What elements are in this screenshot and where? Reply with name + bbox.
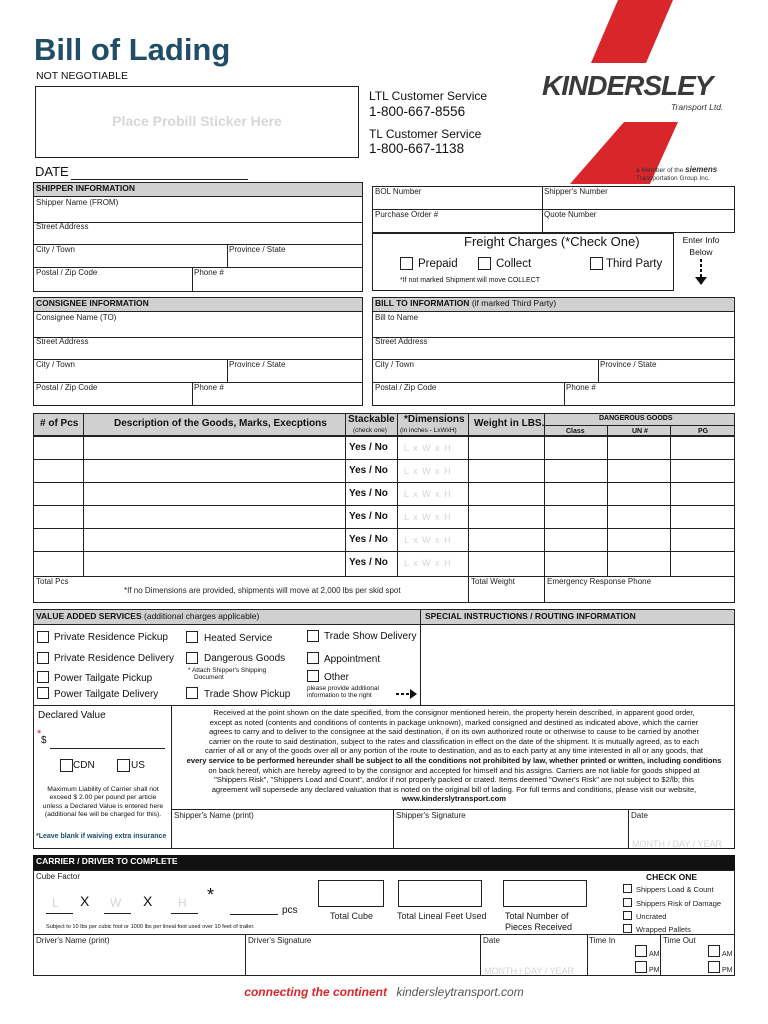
dimensions-note: *If no Dimensions are provided, shipments will move at 2,000 lbs per skid spot xyxy=(124,586,401,595)
member-prefix: a Member of the xyxy=(636,167,684,174)
dimensions-field-row6[interactable]: L x W x H xyxy=(404,558,452,568)
member-line xyxy=(636,165,717,183)
billto-name-field[interactable]: Bill to Name xyxy=(375,313,419,322)
declared-asterisk: * xyxy=(37,728,42,740)
time-out-am-label: AM xyxy=(722,951,733,958)
probill-sticker-area xyxy=(35,86,359,158)
cube-h-placeholder[interactable]: H xyxy=(178,896,187,910)
dangerous-goods-header: DANGEROUS GOODS xyxy=(599,415,673,422)
time-out-am-checkbox[interactable] xyxy=(708,945,720,957)
res-pickup-label: Private Residence Pickup xyxy=(54,632,168,643)
time-in-pm-label: PM xyxy=(649,967,660,974)
total-pieces-input[interactable] xyxy=(503,880,587,907)
cube-l-placeholder[interactable]: L xyxy=(52,896,59,910)
driver-signature-field[interactable]: Driver's Signature xyxy=(248,936,312,945)
cdn-label: CDN xyxy=(73,760,95,771)
total-pieces-label xyxy=(505,911,572,933)
dangerous-label: Dangerous Goods xyxy=(204,653,286,664)
total-pieces-line1: Total Number of xyxy=(505,911,569,921)
shipper-print-name-field[interactable]: Shipper's Name (print) xyxy=(174,811,254,820)
shipper-info-title: SHIPPER INFORMATION xyxy=(36,183,136,193)
shipper-city-field[interactable]: City / Town xyxy=(36,245,75,254)
total-pieces-line2: Pieces Received xyxy=(505,921,573,932)
risk-damage-label: Shippers Risk of Damage xyxy=(636,899,722,908)
liability-line4: (additional fee will be charged for this). xyxy=(44,811,162,819)
driver-name-field[interactable]: Driver's Name (print) xyxy=(36,936,110,945)
ltl-service-label: LTL Customer Service xyxy=(369,89,488,103)
tail-pickup-checkbox[interactable] xyxy=(37,671,49,683)
shipper-date-placeholder: MONTH / DAY / YEAR xyxy=(632,839,723,849)
un-col-header: UN # xyxy=(632,428,648,435)
services-title-text: VALUE ADDED SERVICES xyxy=(36,611,142,621)
stackable-col-header: Stackable xyxy=(348,414,395,425)
bol-number-field[interactable]: BOL Number xyxy=(375,187,422,196)
footer-tagline: connecting the continent xyxy=(244,985,387,999)
res-delivery-label: Private Residence Delivery xyxy=(54,653,175,664)
cube-x1: X xyxy=(80,893,90,909)
dimensions-col-header: *Dimensions xyxy=(404,414,465,425)
cube-star: * xyxy=(207,885,215,905)
total-lineal-label: Total Lineal Feet Used xyxy=(397,911,487,921)
weight-col-header: Weight in LBS. xyxy=(474,418,545,429)
enter-info-label xyxy=(678,235,724,259)
total-cube-label: Total Cube xyxy=(330,911,374,921)
tl-phone: 1-800-667-1138 xyxy=(369,141,465,156)
emergency-phone-field[interactable]: Emergency Response Phone xyxy=(547,577,652,586)
stackable-subheader: (check one) xyxy=(353,427,387,434)
footer xyxy=(0,985,768,999)
pcs-input[interactable] xyxy=(230,914,278,915)
time-in-am-label: AM xyxy=(649,951,660,958)
leave-blank-note: *Leave blank if waiving extra insurance xyxy=(36,833,167,840)
billto-info-title xyxy=(375,299,556,308)
collect-checkbox[interactable] xyxy=(478,257,491,270)
declared-value-label: Declared Value xyxy=(38,710,106,721)
dimensions-field-row4[interactable]: L x W x H xyxy=(404,512,452,522)
ts-pickup-checkbox[interactable] xyxy=(186,687,198,699)
siemens-logo: siemens xyxy=(685,165,718,174)
total-weight-field[interactable]: Total Weight xyxy=(471,577,515,586)
freight-note: *If not marked Shipment will move COLLECT xyxy=(400,277,541,284)
us-checkbox[interactable] xyxy=(117,759,130,772)
third-party-label: Third Party xyxy=(606,258,663,270)
terms-line1: Received at the point shown on the date specified, from the consignor mentioned herein, the property herein described, in apparent good order, xyxy=(213,708,695,717)
terms-website-link[interactable]: www.kinderslytransport.com xyxy=(402,794,506,804)
liability-line1: Maximum Liability of Carrier shall not xyxy=(47,786,159,793)
time-out-field[interactable]: Time Out xyxy=(663,936,696,945)
terms-line7: on back hereof, which are hereby agreed to by the consignor and accepted for himself and his assigns. Carriers are not liable for goods shipped at xyxy=(208,765,700,775)
res-delivery-checkbox[interactable] xyxy=(37,652,49,664)
probill-placeholder: Place Probill Sticker Here xyxy=(112,113,282,129)
time-in-pm-checkbox[interactable] xyxy=(635,961,647,973)
uncrated-checkbox[interactable] xyxy=(623,911,632,920)
other-label: Other xyxy=(324,672,350,683)
stackable-option-row2[interactable]: Yes / No xyxy=(349,465,388,476)
other-note-line2: information to the right xyxy=(307,692,372,700)
shipper-province-field[interactable]: Province / State xyxy=(229,245,286,254)
other-note-line1: please provide additional xyxy=(307,685,379,692)
dollar-sign: $ xyxy=(41,735,47,746)
dangerous-checkbox[interactable] xyxy=(186,652,198,664)
enter-info-text: Enter Info xyxy=(682,235,720,245)
res-pickup-checkbox[interactable] xyxy=(37,631,49,643)
terms-text xyxy=(178,708,730,804)
load-count-label: Shippers Load & Count xyxy=(636,885,714,894)
terms-line5: carrier of all or any of the goods over all or any portion of the route to destination, and as to each party at any time interested in all or any goods, that xyxy=(204,746,704,756)
billto-street-field[interactable]: Street Address xyxy=(375,337,428,346)
check-one-label: CHECK ONE xyxy=(646,872,698,882)
tail-pickup-label: Power Tailgate Pickup xyxy=(54,673,153,684)
dimensions-field-row2[interactable]: L x W x H xyxy=(404,466,452,476)
billto-city-field[interactable]: City / Town xyxy=(375,360,414,369)
ts-delivery-checkbox[interactable] xyxy=(307,630,319,642)
special-instructions-title: SPECIAL INSTRUCTIONS / ROUTING INFORMATION xyxy=(425,611,636,621)
terms-line3: agrees to carry and to deliver to the consignee at the said destination, if on its own authorized route or otherwise to cause to be carried by another xyxy=(208,727,700,737)
date-line[interactable] xyxy=(71,179,248,180)
heated-checkbox[interactable] xyxy=(186,631,198,643)
total-cube-input[interactable] xyxy=(318,880,384,907)
stackable-option-row3[interactable]: Yes / No xyxy=(349,488,388,499)
time-in-am-checkbox[interactable] xyxy=(635,945,647,957)
tail-delivery-checkbox[interactable] xyxy=(37,687,49,699)
dimensions-field-row3[interactable]: L x W x H xyxy=(404,489,452,499)
attach-note-line2: Document xyxy=(194,674,224,682)
weight-rule-note: Subject to 10 lbs per cubic foot or 1000 lbs per lineal foot used over 10 feet of trailer. xyxy=(46,924,255,930)
pcs-label: pcs xyxy=(282,905,298,916)
dimensions-field-row5[interactable]: L x W x H xyxy=(404,535,452,545)
consignee-info-title: CONSIGNEE INFORMATION xyxy=(36,298,149,308)
cube-x2: X xyxy=(143,893,153,909)
stackable-option-row6[interactable]: Yes / No xyxy=(349,557,388,568)
member-suffix: Transportation Group Inc. xyxy=(636,174,710,182)
ts-pickup-label: Trade Show Pickup xyxy=(204,689,291,700)
cdn-checkbox[interactable] xyxy=(60,759,73,772)
liability-line3: unless a Declared Value is entered here xyxy=(42,802,164,810)
other-note xyxy=(307,685,379,699)
terms-line8: "Shippers Risk", "Shippers Load and Count", and/or if not properly packed or crated. Items deemed "Owner's Risk" are not subject to $2/lb; this xyxy=(214,775,694,785)
total-pcs-field[interactable]: Total Pcs xyxy=(36,577,69,586)
brand-logo: KINDERSLEY xyxy=(542,70,713,101)
tail-delivery-label: Power Tailgate Delivery xyxy=(54,689,159,700)
ts-delivery-label: Trade Show Delivery xyxy=(324,631,417,642)
shipper-street-field[interactable]: Street Address xyxy=(36,222,89,231)
brand-stripe-top xyxy=(591,0,673,63)
consignee-city-field[interactable]: City / Town xyxy=(36,360,75,369)
arrow-right-icon xyxy=(396,688,418,700)
load-count-checkbox[interactable] xyxy=(623,884,632,893)
total-lineal-input[interactable] xyxy=(398,880,482,907)
time-out-pm-checkbox[interactable] xyxy=(708,961,720,973)
terms-line4: carrier on the route to said destination, subject to the rates and classification in effect on the date of the shipment. It is mutually agreed, as to each xyxy=(209,736,699,746)
collect-label: Collect xyxy=(496,258,532,270)
footer-site[interactable]: kindersleytransport.com xyxy=(396,985,524,999)
attach-note-line1: * Attach Shipper's Shipping xyxy=(188,667,267,674)
wrapped-pallets-label: Wrapped Pallets xyxy=(636,925,691,934)
pcs-col-header: # of Pcs xyxy=(40,418,79,429)
liability-line2: exceed $ 2.00 per pound per article xyxy=(49,794,157,802)
shipper-postal-field[interactable]: Postal / Zip Code xyxy=(36,268,98,277)
declared-value-box xyxy=(33,705,172,849)
purchase-order-field[interactable]: Purchase Order # xyxy=(375,210,439,219)
prepaid-label: Prepaid xyxy=(418,258,458,270)
terms-line2: except as noted (contents and conditions of contents in package unknown), marked consigned and destined as indicated above, which the carrier xyxy=(209,717,699,727)
billto-province-field[interactable]: Province / State xyxy=(600,360,657,369)
pg-col-header: PG xyxy=(698,428,709,435)
third-party-checkbox[interactable] xyxy=(590,257,603,270)
consignee-province-field[interactable]: Province / State xyxy=(229,360,286,369)
page-title: Bill of Lading xyxy=(34,32,231,67)
billto-title-note: (if marked Third Party) xyxy=(471,298,557,308)
shipper-signature-field[interactable]: Shipper's Signature xyxy=(396,811,466,820)
description-col-header: Description of the Goods, Marks, Execptions xyxy=(114,418,327,429)
services-title-note: (additional charges applicable) xyxy=(144,611,260,621)
billto-phone-field[interactable]: Phone # xyxy=(566,383,596,392)
ltl-phone: 1-800-667-8556 xyxy=(369,104,466,119)
stackable-option-row1[interactable]: Yes / No xyxy=(349,442,388,453)
consignee-name-field[interactable]: Consignee Name (TO) xyxy=(36,313,117,322)
wrapped-pallets-checkbox[interactable] xyxy=(623,924,632,933)
quote-number-field[interactable]: Quote Number xyxy=(544,210,597,219)
cube-factor-label: Cube Factor xyxy=(36,872,81,881)
us-label: US xyxy=(131,760,145,771)
tl-service-label: TL Customer Service xyxy=(369,127,482,141)
other-checkbox[interactable] xyxy=(307,670,319,682)
time-in-field[interactable]: Time In xyxy=(589,936,616,945)
appointment-label: Appointment xyxy=(324,654,381,665)
freight-charges-title: Freight Charges (*Check One) xyxy=(464,234,640,249)
carrier-date-placeholder: MONTH / DAY / YEAR xyxy=(484,966,575,976)
dimensions-subheader: (in inches - LxWxH) xyxy=(400,427,457,434)
consignee-phone-field[interactable]: Phone # xyxy=(194,383,224,392)
uncrated-label: Uncrated xyxy=(636,912,667,921)
class-col-header: Class xyxy=(566,428,585,435)
stackable-option-row5[interactable]: Yes / No xyxy=(349,534,388,545)
carrier-title: CARRIER / DRIVER TO COMPLETE xyxy=(36,856,178,866)
dimensions-field-row1[interactable]: L x W x H xyxy=(404,443,452,453)
risk-damage-checkbox[interactable] xyxy=(623,898,632,907)
not-negotiable-label: NOT NEGOTIABLE xyxy=(36,70,128,82)
consignee-street-field[interactable]: Street Address xyxy=(36,337,89,346)
arrow-down-icon xyxy=(694,259,708,287)
prepaid-checkbox[interactable] xyxy=(400,257,413,270)
liability-note xyxy=(34,786,172,820)
attach-note xyxy=(188,667,266,681)
heated-label: Heated Service xyxy=(204,633,273,644)
shipper-phone-field[interactable]: Phone # xyxy=(194,268,224,277)
date-label: DATE xyxy=(35,164,69,179)
below-text: Below xyxy=(689,246,713,257)
shipper-date-field[interactable]: Date xyxy=(631,811,648,820)
consignee-postal-field[interactable]: Postal / Zip Code xyxy=(36,383,98,392)
billto-title-text: BILL TO INFORMATION xyxy=(375,298,470,308)
carrier-date-field[interactable]: Date xyxy=(483,936,500,945)
services-title xyxy=(36,612,259,621)
billto-postal-field[interactable]: Postal / Zip Code xyxy=(375,383,437,392)
shipper-name-field[interactable]: Shipper Name (FROM) xyxy=(36,198,119,207)
shippers-number-field[interactable]: Shipper's Number xyxy=(544,187,608,196)
special-instructions-area[interactable] xyxy=(421,625,734,705)
stackable-option-row4[interactable]: Yes / No xyxy=(349,511,388,522)
appointment-checkbox[interactable] xyxy=(307,652,319,664)
declared-value-input[interactable] xyxy=(50,748,165,749)
brand-subtitle: Transport Ltd. xyxy=(671,102,724,112)
time-out-pm-label: PM xyxy=(722,967,733,974)
terms-line9: agreement will supersede any declared valuation that is noted on the original bill of lading. For full terms and conditions, please visit our website, xyxy=(211,784,697,794)
terms-line6: every service to be performed hereunder shall be subject to all the conditions not prohibited by law, whether printed or written, including conditions xyxy=(186,755,722,765)
cube-w-placeholder[interactable]: W xyxy=(110,896,122,910)
